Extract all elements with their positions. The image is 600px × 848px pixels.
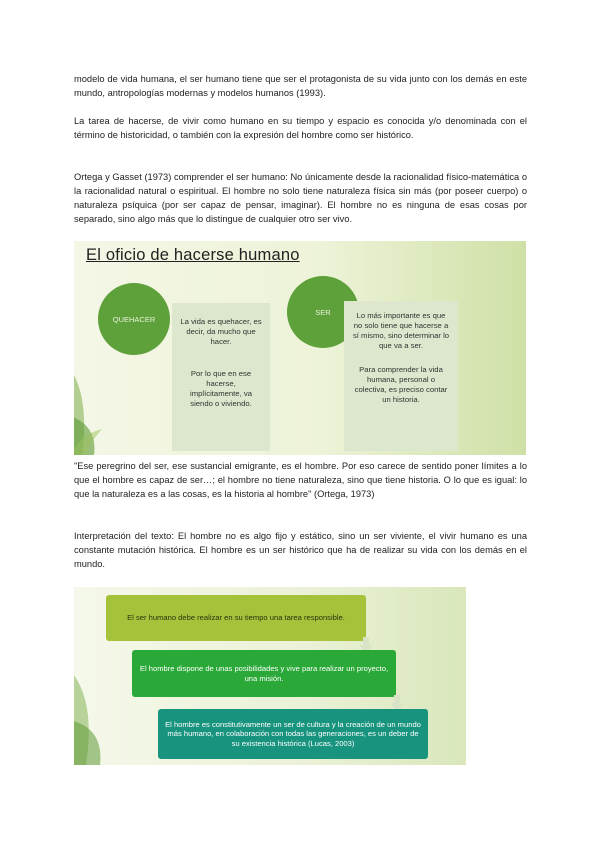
paragraph-historicity: La tarea de hacerse, de vivir como humano en su tiempo y espacio es conocida y/o denominada con el término de historicidad, o también con la expresión del hombre como ser histórico.: [74, 116, 527, 140]
figure-process-diagram: [74, 587, 466, 765]
paragraph-intro: modelo de vida humana, el ser humano tiene que ser el protagonista de su vida junto con los demás en este mundo, antropologías modernas y modelos humanos (1993).: [74, 74, 527, 98]
paragraph-interpretation: Interpretación del texto: El hombre no es algo fijo y estático, sino un ser viviente, el vivir humano es una constante mutación histórica. El hombre es un ser histórico que ha de realizar su vida con los demás en el mundo.: [74, 531, 527, 569]
ser-text-a: Lo más importante es que no solo tiene que hacerse a sí mismo, sino determinar lo que va a ser.: [352, 311, 450, 350]
figure-oficio-hacerse-humano: [74, 241, 526, 455]
ser-box: [344, 301, 458, 451]
quehacer-box: [172, 303, 270, 451]
quehacer-text-a: La vida es quehacer, es decir, da mucho que hacer.: [180, 317, 262, 346]
ser-text-b: Para comprender la vida humana, personal o colectiva, es preciso contar un historia.: [354, 365, 448, 404]
step-2-box: El hombre dispone de unas posibilidades y vive para realizar un proyecto, una misión.: [132, 650, 396, 697]
step-3-box: El hombre es constitutivamente un ser de cultura y la creación de un mundo más humano, en colaboración con todas las generaciones, es un deber de su existencia histórica (Lucas, 2003): [158, 709, 428, 759]
quehacer-circle: QUEHACER: [98, 283, 170, 355]
figure-title: El oficio de hacerse humano: [86, 246, 300, 264]
paragraph-quote: "Ese peregrino del ser, ese sustancial emigrante, es el hombre. Por eso carece de sentido poner límites a lo que el hombre es capaz de ser…; el hombre no tiene naturaleza, sino que tiene historia. O lo que es igual: lo que la naturaleza es a las cosas, es la historia al hombre" (Ortega, 1973): [74, 461, 527, 499]
paragraph-ortega: Ortega y Gasset (1973) comprender el ser humano: No únicamente desde la racionalidad físico-matemática o la racionalidad natural o espiritual. El hombre no solo tiene naturaleza física sin más (por poseer cuerpo) o naturaleza psíquica (por ser capaz de pensar, imaginar). El hombre no es ninguna de esas cosas por separado, sino algo más que lo distingue de cualquier otro ser vivo.: [74, 172, 527, 224]
ser-circle: SER: [287, 276, 359, 348]
step-1-box: El ser humano debe realizar en su tiempo una tarea responsible.: [106, 595, 366, 641]
quehacer-text-b: Por lo que en ese hacerse, implícitamente, va siendo o viviendo.: [190, 369, 252, 408]
